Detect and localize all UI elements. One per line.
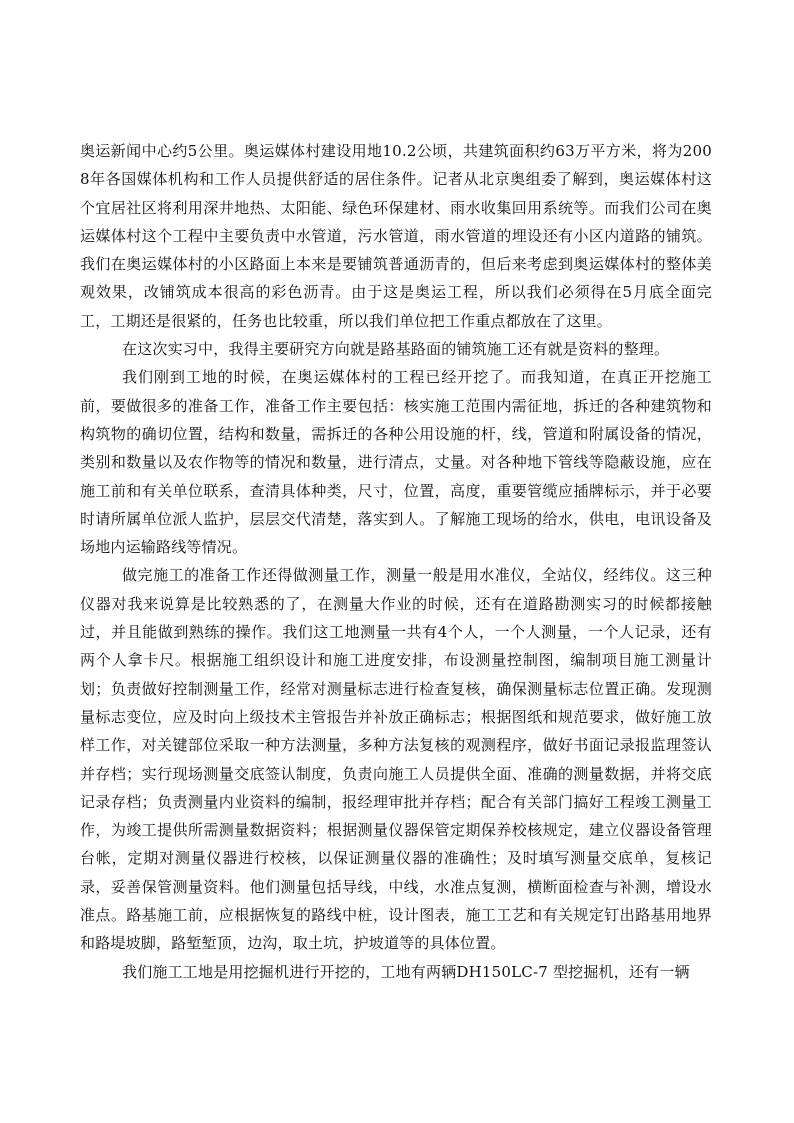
paragraph-1: 奥运新闻中心约5公里。奥运媒体村建设用地10.2公顷，共建筑面积约63万平方米，将为2008年各国媒体机构和工作人员提供舒适的居住条件。记者从北京奥组委了解到，奥运媒体村这个宜居社区将利用深井地热、太阳能、绿色环保建材、雨水收集回用系统等。而我们公司在奥运媒体村这个工程中主要负责中水管道，污水管道，雨水管道的埋设还有小区内道路的铺筑。我们在奥运媒体村的小区路面上本来是要铺筑普通沥青的，但后来考虑到奥运媒体村的整体美观效果，改铺筑成本很高的彩色沥青。由于这是奥运工程，所以我们必须得在5月底全面完工，工期还是很紧的，任务也比较重，所以我们单位把工作重点都放在了这里。: [80, 142, 712, 330]
paragraph-3: 我们刚到工地的时候，在奥运媒体村的工程已经开挖了。而我知道，在真正开挖施工前，要做很多的准备工作，准备工作主要包括：核实施工范围内需征地，拆迁的各种建筑物和构筑物的确切位置，结构和数量，需拆迁的各种公用设施的杆，线，管道和附属设备的情况，类别和数量以及农作物等的情况和数量，进行清点，丈量。对各种地下管线等隐蔽设施，应在施工前和有关单位联系，查清具体种类，尺寸，位置，高度，重要管缆应插牌标示，并于必要时请所属单位派人监护，层层交代清楚，落实到人。了解施工现场的给水，供电，电讯设备及场地内运输路线等情况。: [80, 368, 712, 557]
document-body: [80, 137, 712, 986]
paragraph-5: 我们施工工地是用挖掘机进行开挖的，工地有两辆DH150LC-7 型挖掘机，还有一辆: [122, 962, 690, 981]
paragraph-2: 在这次实习中，我得主要研究方向就是路基路面的铺筑施工还有就是资料的整理。: [122, 340, 670, 359]
paragraph-4: 做完施工的准备工作还得做测量工作，测量一般是用水准仪，全站仪，经纬仪。这三种仪器对我来说算是比较熟悉的了，在测量大作业的时候，还有在道路勘测实习的时候都接触过，并且能做到熟练的操作。我们这工地测量一共有4个人，一个人测量，一个人记录，还有两个人拿卡尺。根据施工组织设计和施工进度安排，布设测量控制图，编制项目施工测量计划；负责做好控制测量工作，经常对测量标志进行检查复核，确保测量标志位置正确。发现测量标志变位，应及时向上级技术主管报告并补放正确标志；根据图纸和规范要求，做好施工放样工作，对关键部位采取一种方法测量，多种方法复核的观测程序，做好书面记录报监理签认并存档；实行现场测量交底签认制度，负责向施工人员提供全面、准确的测量数据，并将交底记录存档；负责测量内业资料的编制，报经理审批并存档；配合有关部门搞好工程竣工测量工作，为竣工提供所需测量数据资料；根据测量仪器保管定期保养校核规定，建立仪器设备管理台帐，定期对测量仪器进行校核，以保证测量仪器的准确性；及时填写测量交底单，复核记录，妥善保管测量资料。他们测量包括导线，中线，水准点复测，横断面检查与补测，增设水准点。路基施工前，应根据恢复的路线中桩，设计图表，施工工艺和有关规定钉出路基用地界和路堤坡脚，路堑堑顶，边沟，取土坑，护坡道等的具体位置。: [80, 566, 712, 953]
